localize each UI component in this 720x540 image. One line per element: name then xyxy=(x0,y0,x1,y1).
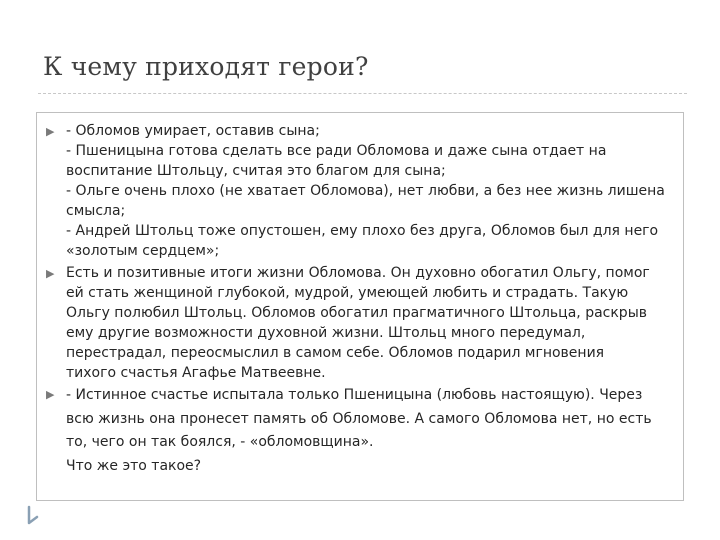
text-line: - Ольге очень плохо (не хватает Обломова), нет любви, а без нее жизнь лишена xyxy=(66,183,665,199)
slide-nav-icon[interactable] xyxy=(25,505,55,525)
text-line: Что же это такое? xyxy=(66,457,202,474)
text-line: воспитание Штольцу, считая это благом для сына; xyxy=(66,163,446,179)
text-line: - Пшеницына готова сделать все ради Обломова и даже сына отдает на xyxy=(66,143,607,159)
paragraph-positive-results xyxy=(66,263,678,383)
triangle-right-icon: ▶ xyxy=(46,388,55,401)
text-line: ему другие возможности духовной жизни. Штольц много передумал, xyxy=(66,325,586,341)
paragraph-true-happiness xyxy=(66,384,678,478)
text-line: Ольгу полюбил Штольц. Обломов обогатил прагматичного Штольца, раскрыв xyxy=(66,305,647,321)
text-line: «золотым сердцем»; xyxy=(66,243,220,259)
text-line: смысла; xyxy=(66,203,126,219)
text-line: всю жизнь она пронесет память об Обломове. А самого Обломова нет, но есть xyxy=(66,410,652,427)
text-line: ей стать женщиной глубокой, мудрой, умеющей любить и страдать. Такую xyxy=(66,285,629,301)
paragraph-consequences xyxy=(66,121,678,261)
text-line: то, чего он так боялся, - «обломовщина». xyxy=(66,434,374,450)
triangle-right-icon: ▶ xyxy=(46,125,55,138)
slide-title: К чему приходят герои? xyxy=(43,52,369,81)
text-line: - Истинное счастье испытала только Пшеницына (любовь настоящую). Через xyxy=(66,387,643,403)
triangle-right-icon: ▶ xyxy=(46,267,55,280)
text-line: перестрадал, переосмыслил в самом себе. Обломов подарил мгновения xyxy=(66,345,605,361)
text-line: Есть и позитивные итоги жизни Обломова. Он духовно обогатил Ольгу, помог xyxy=(66,265,650,281)
title-divider xyxy=(38,93,687,94)
text-line: - Обломов умирает, оставив сына; xyxy=(66,123,320,139)
text-line: - Андрей Штольц тоже опустошен, ему плохо без друга, Обломов был для него xyxy=(66,223,659,239)
text-line: тихого счастья Агафье Матвеевне. xyxy=(66,365,326,381)
